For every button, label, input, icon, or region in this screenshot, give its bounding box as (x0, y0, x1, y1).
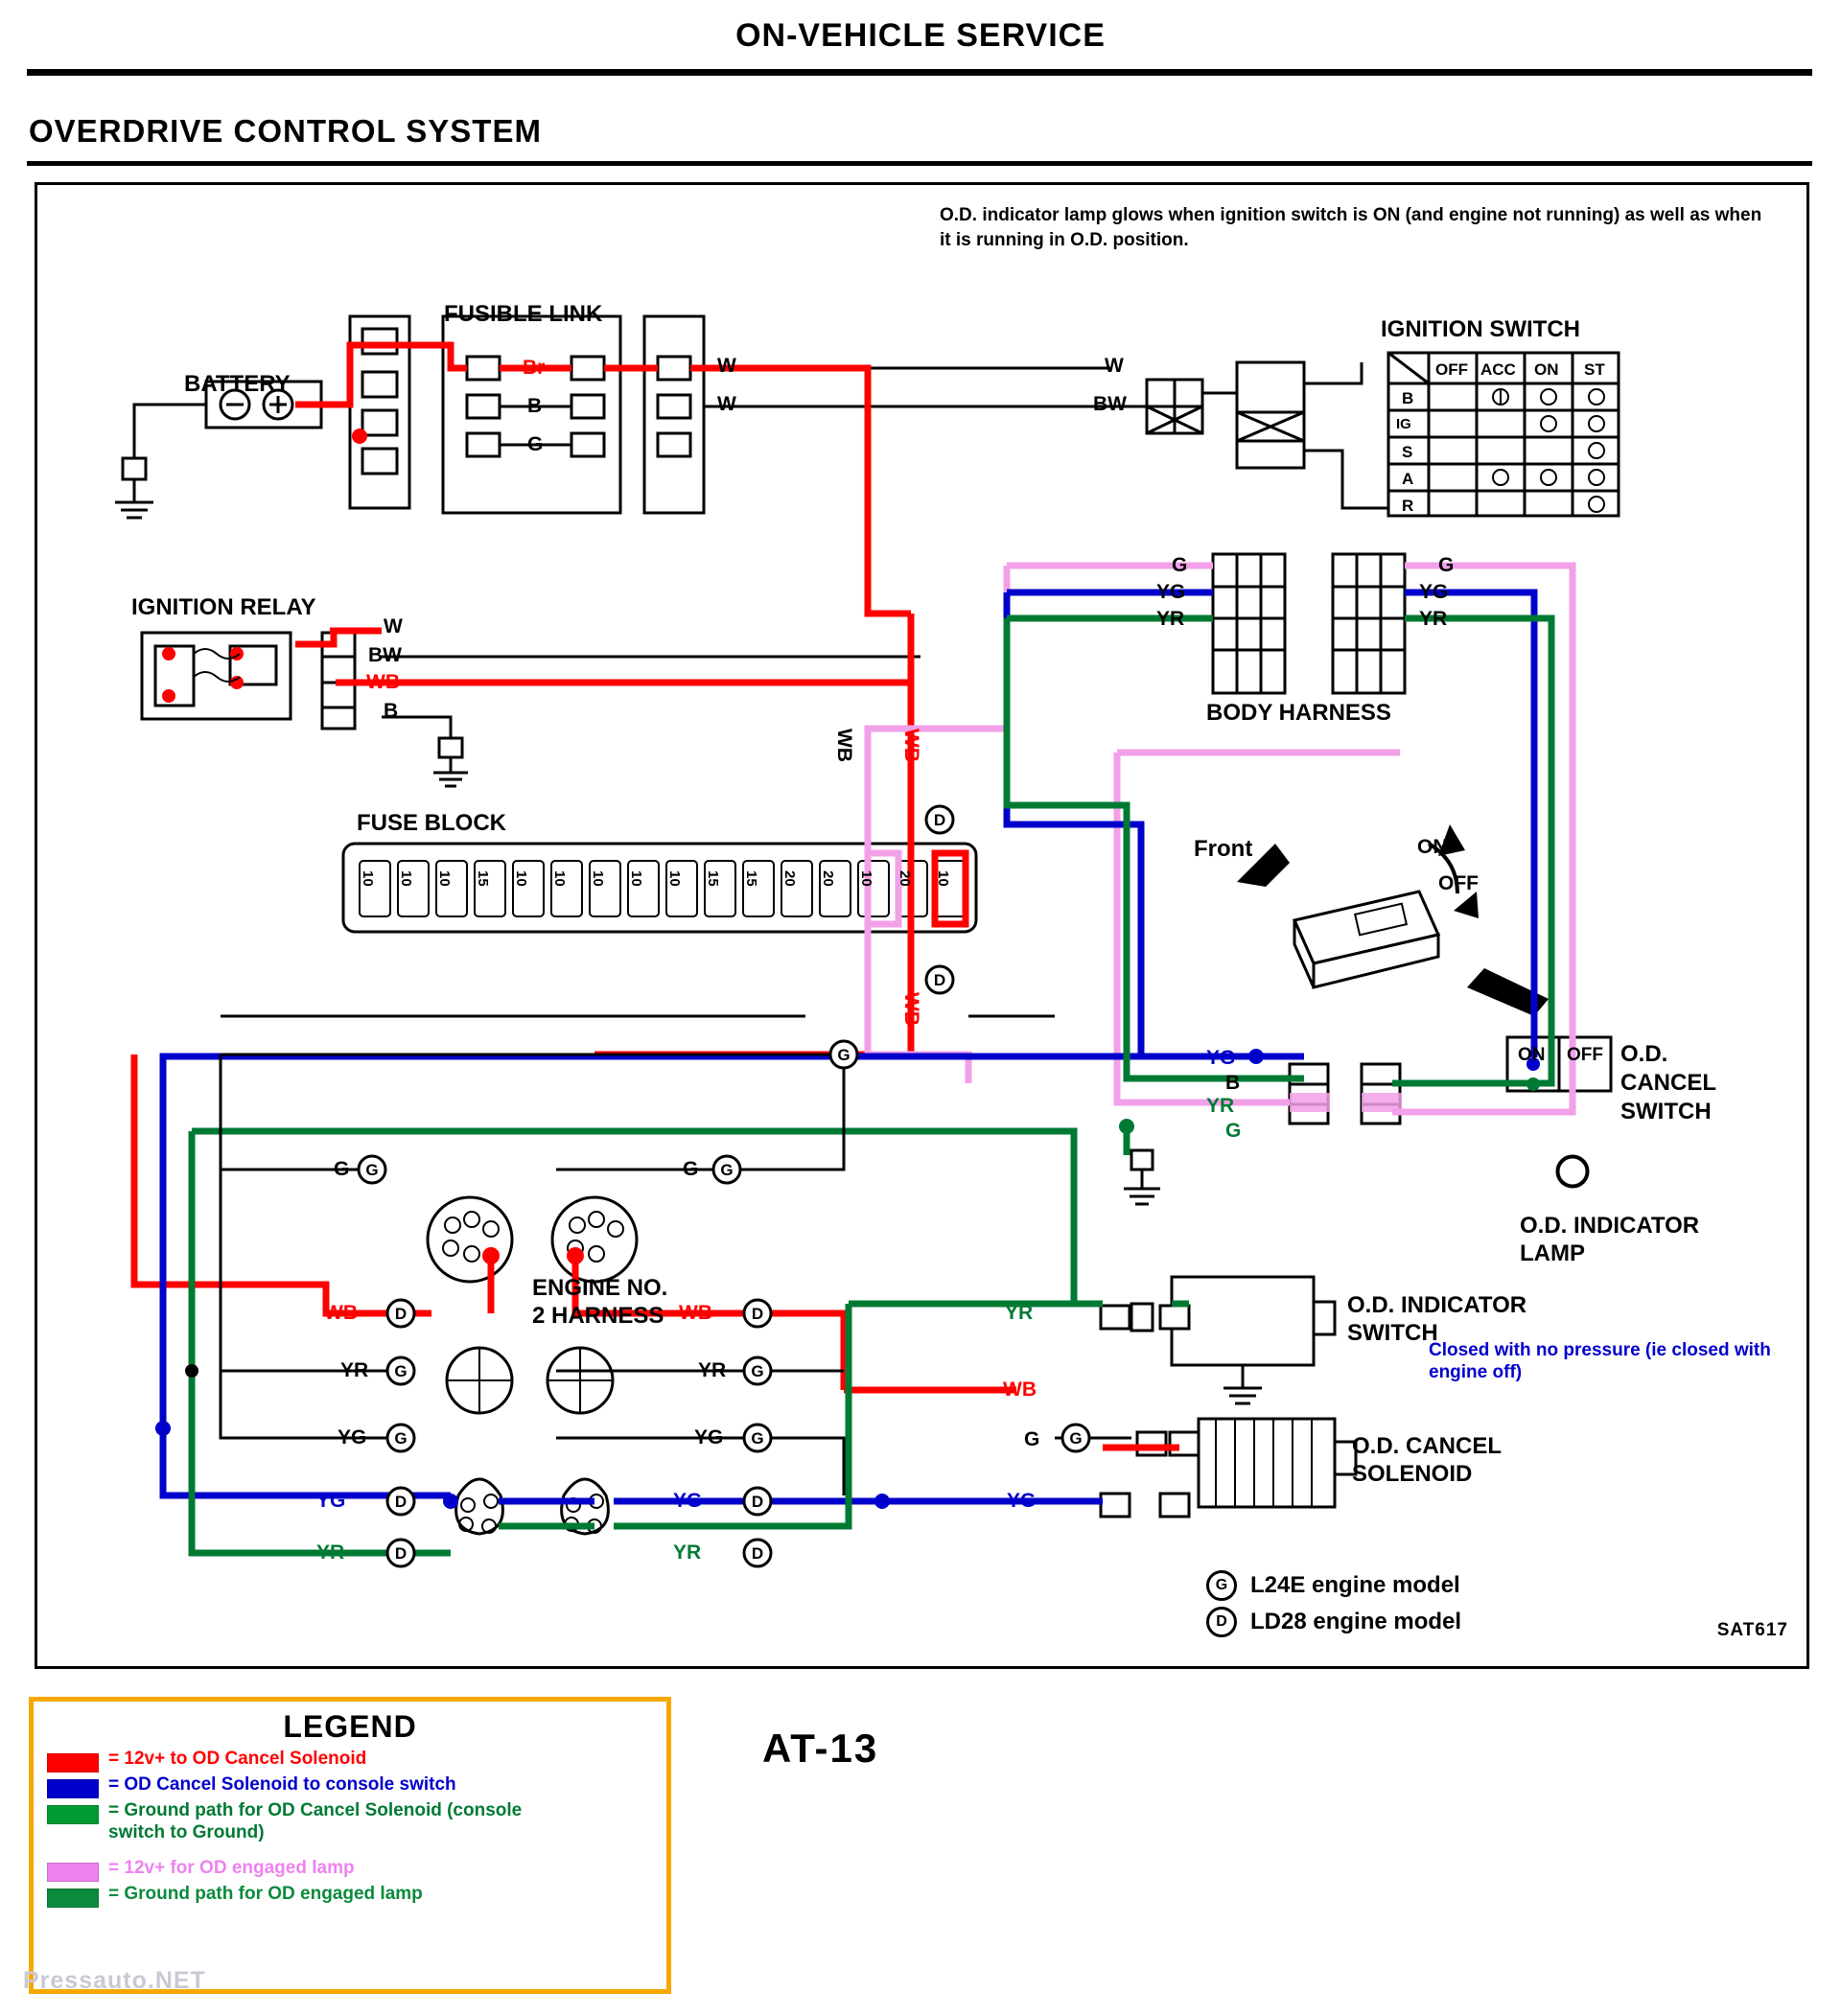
legend-box (29, 1697, 671, 1994)
switch-note: Closed with no pressure (ie closed with engine off) (1429, 1340, 1771, 1382)
figure-code: SAT617 (1716, 1620, 1788, 1640)
wire-label-b2: B (384, 700, 399, 722)
section-title: OVERDRIVE CONTROL SYSTEM (29, 113, 542, 149)
wire-label-wb4: WB (900, 992, 922, 1026)
legend-item (47, 1774, 666, 1798)
on-label: ON (1417, 836, 1448, 858)
rs-label-yg3: YG (1007, 1490, 1037, 1512)
svg-text:G: G (837, 1046, 851, 1064)
od-indicator-switch-label: O.D. INDICATOR SWITCH (1347, 1292, 1527, 1346)
svg-text:G: G (394, 1429, 408, 1448)
svg-text:D: D (751, 1305, 764, 1323)
ign-row-a: A (1402, 470, 1414, 488)
svg-text:D: D (394, 1305, 408, 1323)
ign-row-ig: IG (1396, 416, 1411, 432)
wire-label-w2: W (717, 393, 736, 415)
legend-swatch-blue (47, 1779, 99, 1798)
fuse-block-label: FUSE BLOCK (357, 810, 506, 836)
svg-text:D: D (394, 1493, 408, 1511)
ign-col-st: ST (1584, 360, 1605, 379)
rs-label-yr: YR (1206, 1095, 1235, 1117)
svg-text:D: D (751, 1544, 764, 1563)
key-text-d: LD28 engine model (1250, 1609, 1462, 1634)
switch-on-cell: ON (1518, 1045, 1546, 1065)
br-label-wb: WB (679, 1302, 712, 1324)
svg-text:D: D (751, 1493, 764, 1511)
bh-label-yr2: YR (1419, 608, 1448, 630)
rs-label-yg: YG (1206, 1047, 1236, 1069)
bh-label-g2: G (1438, 554, 1455, 576)
wire-label-g: G (527, 433, 544, 455)
bl-label-wb: WB (324, 1302, 358, 1324)
legend-text-darkgreen: = Ground path for OD engaged lamp (108, 1883, 423, 1904)
bl-label-g: G (334, 1158, 350, 1180)
front-label: Front (1194, 836, 1253, 862)
svg-text:G: G (394, 1362, 408, 1380)
svg-text:G: G (1069, 1429, 1083, 1448)
wire-label-br: Br (523, 357, 546, 379)
legend-text-red: = 12v+ to OD Cancel Solenoid (108, 1749, 367, 1769)
ign-col-acc: ACC (1480, 360, 1516, 379)
legend-swatch-darkgreen (47, 1889, 99, 1908)
svg-text:G: G (751, 1362, 764, 1380)
br-label-yr: YR (698, 1359, 727, 1381)
watermark: Pressauto.NET (23, 1967, 206, 1994)
battery-label: BATTERY (184, 371, 291, 397)
legend-item (47, 1800, 666, 1844)
svg-text:D: D (933, 971, 946, 989)
ignition-switch-label: IGNITION SWITCH (1381, 316, 1580, 342)
svg-text:G: G (720, 1161, 734, 1179)
bl-label-yg: YG (338, 1426, 367, 1448)
br-label-yg: YG (694, 1426, 724, 1448)
rs-label-g: G (1225, 1120, 1242, 1142)
legend-text-green: = Ground path for OD Cancel Solenoid (console switch to Ground) (108, 1800, 523, 1842)
body-harness-label: BODY HARNESS (1206, 700, 1391, 726)
legend-item (47, 1749, 666, 1773)
rs-label-yr2: YR (1005, 1302, 1034, 1324)
ignition-relay-label: IGNITION RELAY (131, 594, 316, 620)
bh-label-g1: G (1172, 554, 1188, 576)
wire-label-bw2: BW (368, 644, 402, 666)
legend-swatch-red (47, 1753, 99, 1773)
svg-text:D: D (394, 1544, 408, 1563)
legend-swatch-pink (47, 1863, 99, 1882)
legend-item (47, 1884, 666, 1908)
ign-col-on: ON (1534, 360, 1559, 379)
bh-label-yr1: YR (1156, 608, 1185, 630)
br-label-yg2: YG (673, 1490, 703, 1512)
wire-label-bw1: BW (1093, 393, 1127, 415)
wire-label-b: B (527, 395, 543, 417)
od-indicator-lamp-label: O.D. INDICATOR LAMP (1520, 1213, 1700, 1266)
bl-label-yg2: YG (316, 1490, 346, 1512)
page-code: AT-13 (762, 1726, 879, 1771)
engine-model-key (1206, 1570, 1461, 1637)
rs-label-b: B (1225, 1072, 1241, 1094)
legend-text-pink: = 12v+ for OD engaged lamp (108, 1857, 355, 1878)
legend-title: LEGEND (283, 1709, 417, 1744)
ign-row-b: B (1402, 389, 1414, 407)
bh-label-yg1: YG (1156, 581, 1186, 603)
fusible-link-label: FUSIBLE LINK (444, 301, 603, 327)
page-title: ON-VEHICLE SERVICE (735, 17, 1106, 54)
od-cancel-switch-label: O.D. CANCEL SWITCH (1620, 1041, 1716, 1124)
wire-label-w4: W (384, 615, 403, 637)
br-label-yr2: YR (673, 1541, 702, 1564)
wire-label-w1: W (717, 355, 736, 377)
bl-label-yr2: YR (316, 1541, 345, 1564)
key-code-d: D (1206, 1607, 1237, 1637)
legend-swatch-green (47, 1805, 99, 1824)
legend-item (47, 1858, 666, 1882)
wire-label-wb3: WB (900, 729, 922, 762)
legend-text-blue: = OD Cancel Solenoid to console switch (108, 1774, 456, 1795)
wire-label-w3: W (1105, 355, 1124, 377)
svg-text:G: G (751, 1429, 764, 1448)
rs-label-g2: G (1024, 1428, 1040, 1450)
rs-label-wb: WB (1003, 1379, 1037, 1401)
wiring-diagram-page: ON-VEHICLE SERVICE OVERDRIVE CONTROL SYSTEM O.D. indicator lamp glows when ignition switch is ON (and engine not running) as well as when it is running in O.D. position. G G D D G G G G D D D D G G D D BATTERY FUSIBLE LINK IGNITION SWITCH IGNITION RELAY FUSE BLOCK BODY HARNESS ENGINE NO. 2 HARNESS O.D. CANCEL SWITCH O.D. INDICATOR LAMP O.D. INDICATOR SWITCH Closed with no pressure (ie closed with engine off) O.D. CANCEL SOLENOID Front ON OFF ON OFF OFF ACC ON ST B IG S A R Br B G W W W BW W BW WB B WB WB WB G YG YR G YG YR G WB YR YG YG YR G WB YR YG YG YR YG B YR G YR WB G YG 10 10 10 15 10 10 10 10 10 15 15 20 20 10 20 10 G L24E engine model D LD28 engine model SAT617 LEGEND = 12v+ to OD Cancel Solenoid = OD Cancel Solenoid to console switch = Ground path for OD Cancel Solenoid (console switch to Ground) = 12v+ for OD engaged lamp = Ground path for OD engaged lamp AT-13 Pressauto.NET (0, 0, 1841, 2016)
key-text-g: L24E engine model (1250, 1572, 1460, 1598)
bl-label-yr: YR (340, 1359, 369, 1381)
key-code-g: G (1206, 1570, 1237, 1601)
svg-text:D: D (933, 811, 946, 829)
od-cancel-solenoid-label: O.D. CANCEL SOLENOID (1352, 1433, 1502, 1487)
svg-text:G: G (365, 1161, 379, 1179)
bh-label-yg2: YG (1419, 581, 1449, 603)
off-label: OFF (1438, 872, 1479, 894)
switch-off-cell: OFF (1567, 1045, 1603, 1065)
wire-label-wb2: WB (833, 729, 855, 762)
indicator-note: O.D. indicator lamp glows when ignition switch is ON (and engine not running) as well as when it is running in O.D. position. (940, 205, 1762, 250)
ign-row-s: S (1402, 443, 1413, 461)
br-label-g: G (683, 1158, 699, 1180)
ign-col-off: OFF (1435, 360, 1468, 379)
engine-harness-label: ENGINE NO. 2 HARNESS (532, 1275, 668, 1329)
wire-label-wb1: WB (366, 671, 400, 693)
ign-row-r: R (1402, 497, 1414, 515)
